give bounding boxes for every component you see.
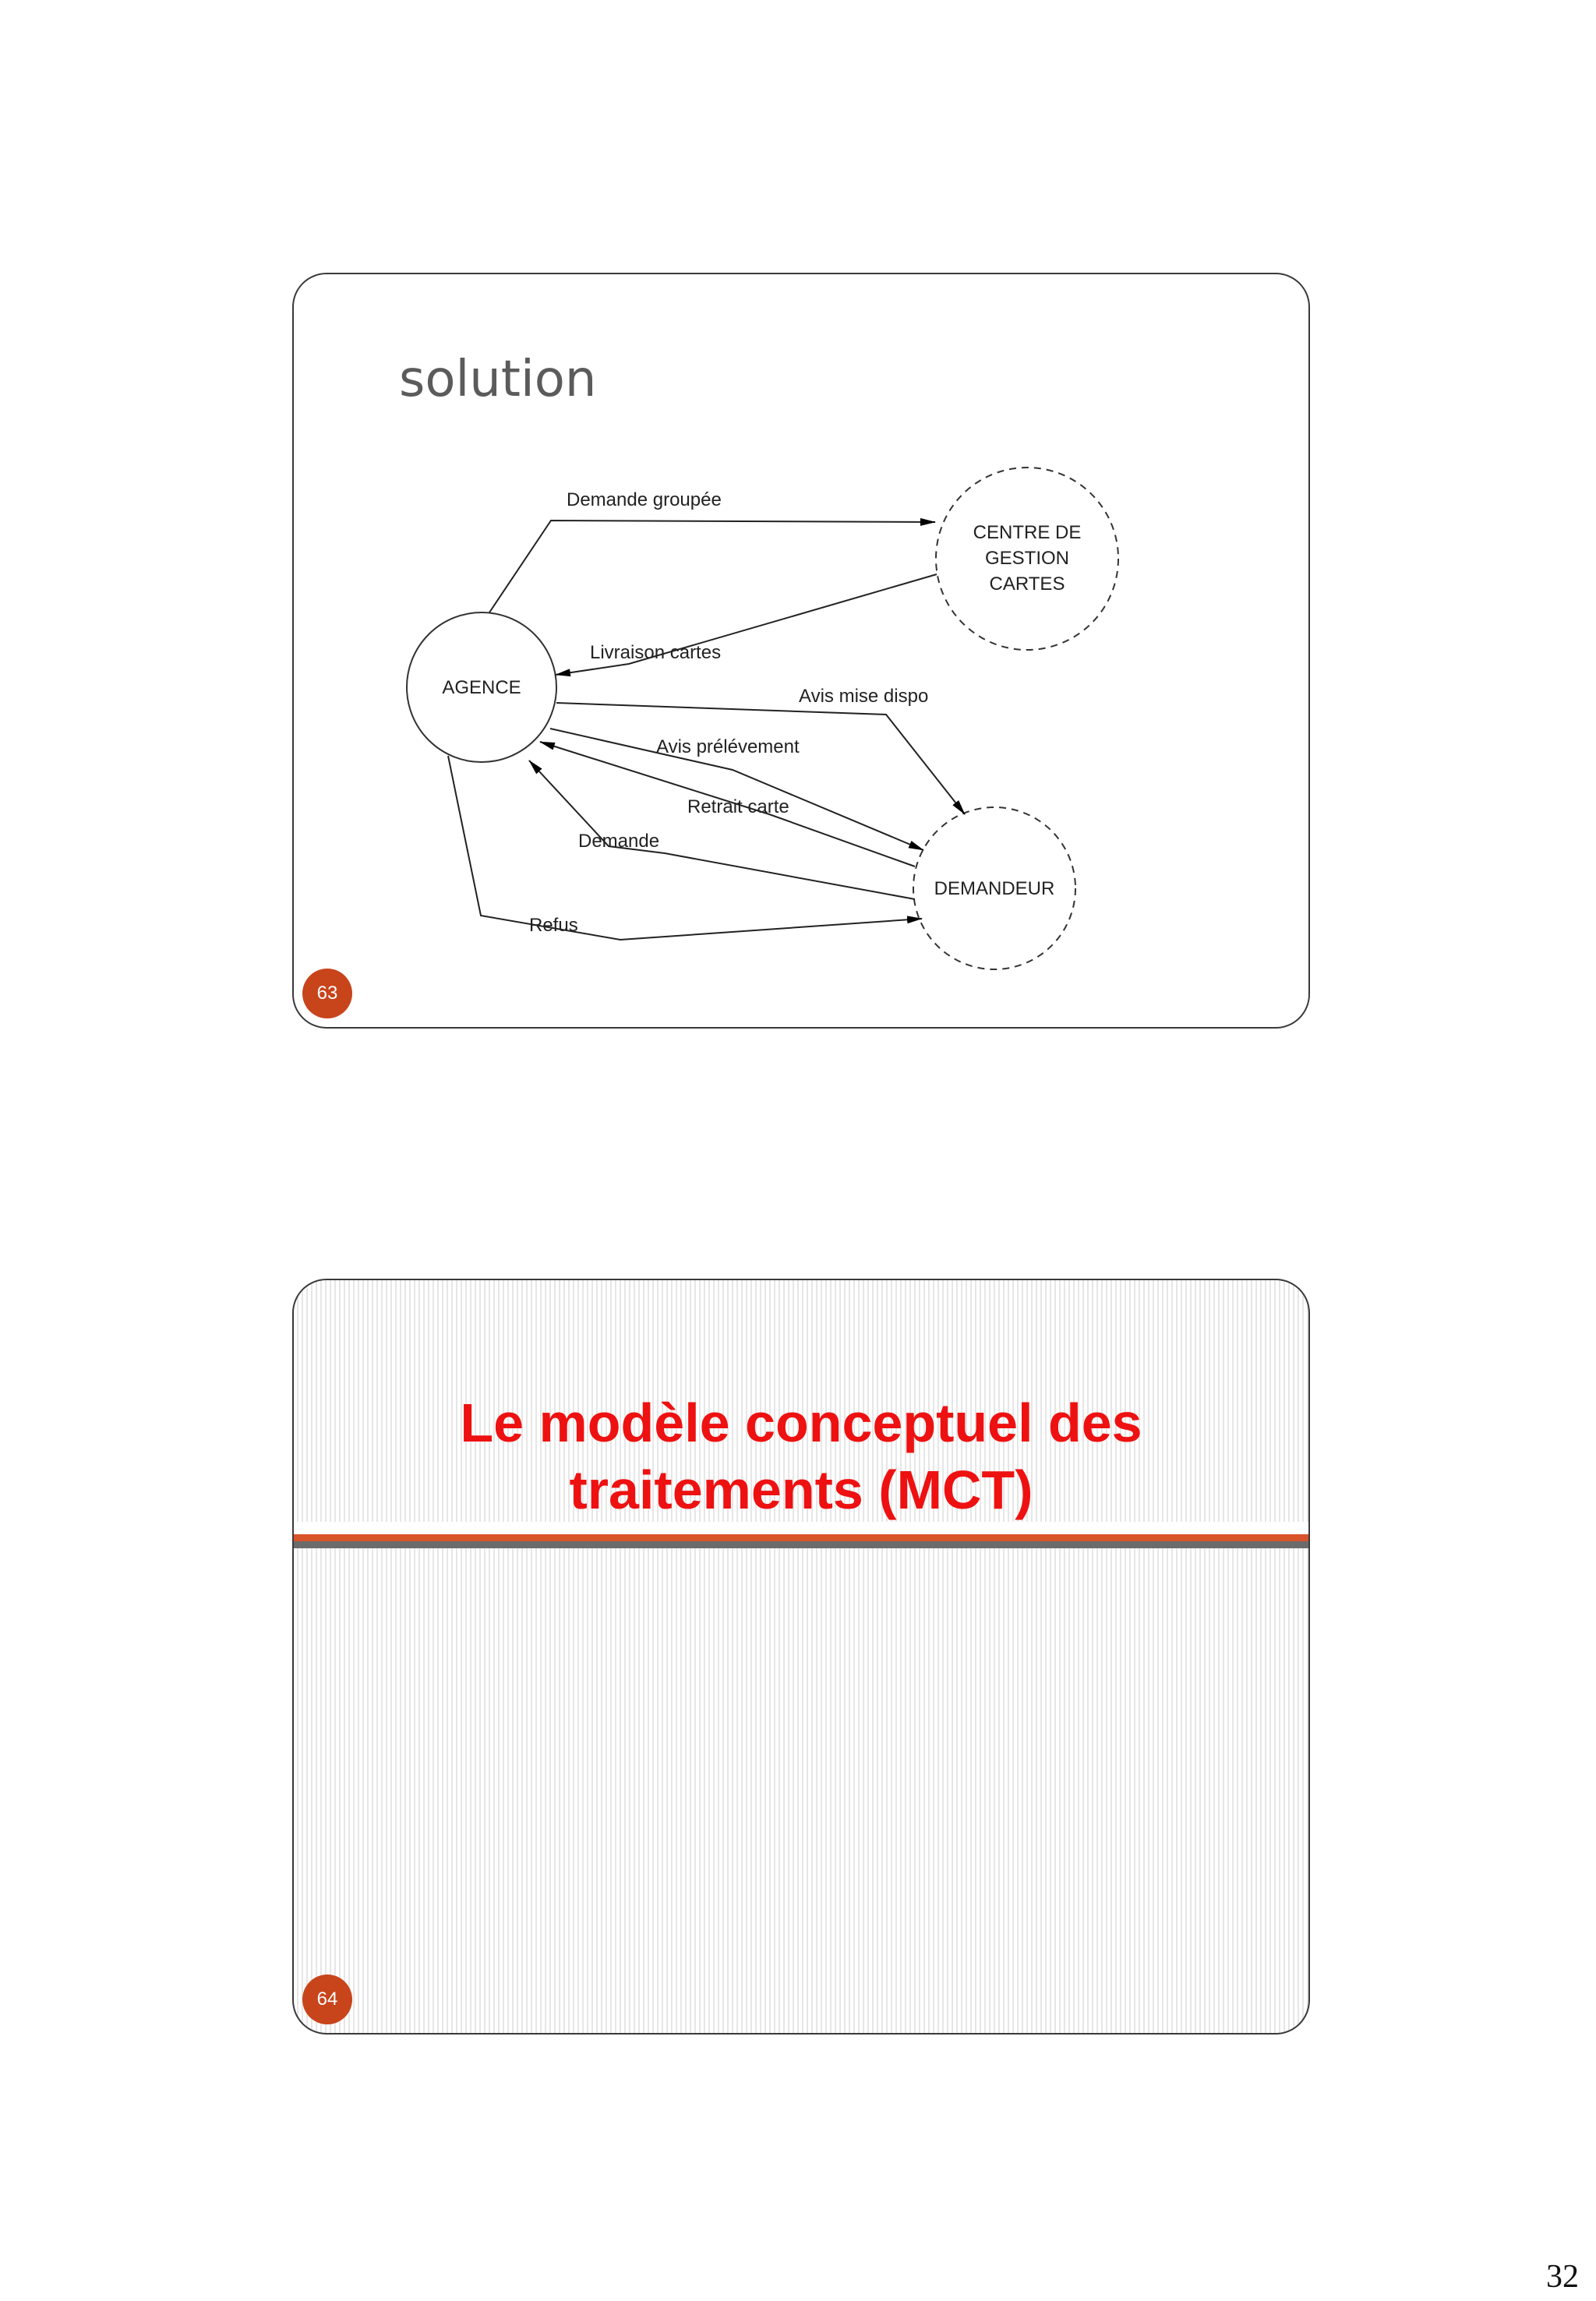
flow-label-demande-groupee: Demande groupée <box>567 489 722 510</box>
slide-title-line1: Le modèle conceptuel des <box>460 1392 1142 1453</box>
slide-63 <box>292 273 1310 1029</box>
slide-title <box>294 1389 1308 1523</box>
flow-label-refus: Refus <box>529 915 578 936</box>
flow-demande-groupee <box>489 521 935 612</box>
flow-demande <box>529 761 915 899</box>
demandeur-label: DEMANDEUR <box>934 878 1055 899</box>
flow-label-retrait-carte: Retrait carte <box>687 796 789 817</box>
title-rule-orange <box>294 1534 1308 1541</box>
title-rule-band <box>294 1522 1308 1534</box>
page-number: 32 <box>1546 2259 1579 2295</box>
flow-label-livraison-cartes: Livraison cartes <box>590 642 722 663</box>
slide-title: solution <box>399 351 597 408</box>
title-rule-grey <box>294 1541 1308 1548</box>
centre-label-line1: CENTRE DE <box>973 522 1082 543</box>
agence-label: AGENCE <box>442 677 521 698</box>
flow-diagram <box>294 274 1310 1029</box>
slide-64 <box>292 1279 1310 2035</box>
centre-label-line3: CARTES <box>989 573 1065 595</box>
flow-label-avis-mise-dispo: Avis mise dispo <box>799 686 929 707</box>
flow-refus <box>448 756 922 940</box>
flow-label-avis-prelevement: Avis prélévement <box>656 736 800 757</box>
flow-label-demande: Demande <box>578 831 660 852</box>
slide-number-badge: 64 <box>302 1975 352 2024</box>
slide-title-line2: traitements (MCT) <box>569 1459 1033 1520</box>
centre-label-line2: GESTION <box>984 548 1070 569</box>
slide-number-badge: 63 <box>302 969 352 1018</box>
